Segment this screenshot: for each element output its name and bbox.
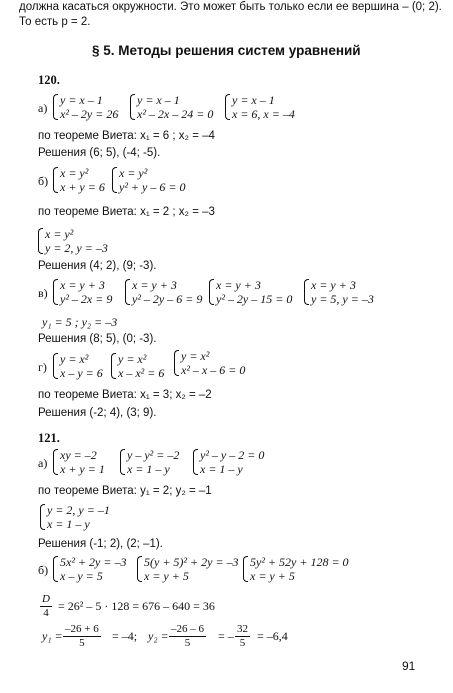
- part-b-label: б): [38, 563, 49, 577]
- part-v-label: в): [38, 286, 48, 300]
- equation: y² – 2y – 6 = 9: [132, 292, 203, 306]
- fraction-y2-b: [235, 623, 250, 650]
- y2-result: = –6,4: [257, 629, 288, 643]
- denominator: 4: [43, 607, 49, 619]
- system-120g-1: [53, 352, 103, 380]
- vieta-120g: по теореме Виета: x₁ = 3; x₂ = –2: [38, 389, 212, 401]
- system-121a-3: [193, 448, 264, 476]
- equation: 5(y + 5)² + 2y = –3: [144, 555, 239, 569]
- denominator: 5: [239, 637, 246, 649]
- system-121b-1: [53, 555, 126, 583]
- equation: y = x – 1: [60, 93, 103, 107]
- problem-121-number: 121.: [38, 431, 60, 445]
- equation: x = 6, x = –4: [232, 107, 295, 121]
- equation: y = x²: [181, 349, 210, 363]
- equation: y² + y – 6 = 0: [119, 180, 186, 194]
- numerator: D: [42, 593, 50, 605]
- equation: x = 1 – y: [200, 462, 243, 476]
- system-121a-4: [40, 503, 110, 531]
- equation: y = 5, y = –3: [311, 292, 374, 306]
- equation: y² – 2y – 15 = 0: [216, 292, 293, 306]
- equation: x = y²: [45, 227, 74, 241]
- equation: x = y + 5: [250, 569, 295, 583]
- equation: x + y = 1: [60, 462, 105, 476]
- equation: y² – 2x = 9: [60, 292, 113, 306]
- problem-120-number: 120.: [38, 73, 60, 87]
- answer-120v: Решения (8; 5), (0; -3).: [38, 333, 157, 345]
- numerator: –26 + 6: [65, 623, 99, 635]
- y1-result: = –4;: [112, 629, 138, 643]
- system-120g-2: [111, 352, 164, 380]
- equation: x² – 2x – 24 = 0: [137, 107, 214, 121]
- equation: x = y²: [60, 166, 89, 180]
- system-120v-4: [304, 278, 374, 306]
- equation: x = y + 5: [144, 569, 189, 583]
- equation: x = y²: [119, 166, 148, 180]
- discriminant-calc: = 26² – 5 · 128 = 676 – 640 = 36: [58, 599, 215, 613]
- vieta-120a: по теореме Виета: x₁ = 6 ; x₂ = –4: [38, 130, 215, 142]
- equation: x + y = 6: [60, 180, 105, 194]
- equation: x² – x – 6 = 0: [181, 363, 246, 377]
- y2-middle: = –: [218, 629, 234, 643]
- answer-120b: Решения (4; 2), (9; -3).: [38, 260, 157, 272]
- answer-121a: Решения (-1; 2), (2; –1).: [38, 538, 163, 550]
- part-a-label: а): [38, 456, 48, 470]
- system-120v-3: [209, 278, 292, 306]
- answer-120g: Решения (-2; 4), (3; 9).: [38, 407, 157, 419]
- part-b-label: б): [38, 174, 49, 188]
- equation: x = y + 3: [216, 278, 261, 292]
- vieta-120b: по теореме Виета: x₁ = 2 ; x₂ = –3: [38, 206, 215, 218]
- system-120v-2: [125, 278, 202, 306]
- equation: x² – 2y = 26: [60, 107, 119, 121]
- system-120b-3: [38, 227, 108, 255]
- fraction-d-over-4: [40, 593, 52, 620]
- equation: x = y + 3: [132, 278, 177, 292]
- equation: 5y² + 52y + 128 = 0: [250, 555, 349, 569]
- equation: x = y + 3: [311, 278, 356, 292]
- y1-lhs: y₁ =: [42, 629, 63, 643]
- numerator: 32: [237, 623, 248, 635]
- y2-lhs: y₂ =: [148, 629, 169, 643]
- system-120a-2: [130, 93, 213, 121]
- system-120v-1: [53, 278, 112, 306]
- equation: y – y² = –2: [127, 448, 180, 462]
- denominator: 5: [79, 637, 85, 649]
- equation: y² – y – 2 = 0: [200, 448, 265, 462]
- part-g-label: г): [38, 360, 47, 374]
- equation: x = y + 3: [60, 278, 105, 292]
- equation: y = 2, y = –1: [47, 503, 110, 517]
- continuation-line-2: То есть p = 2.: [19, 16, 91, 28]
- section-title: § 5. Методы решения систем уравнений: [92, 43, 361, 58]
- equation: y = x – 1: [137, 93, 180, 107]
- system-120b-1: [53, 166, 105, 194]
- equation: x – y = 6: [60, 366, 103, 380]
- equation: y = x²: [118, 352, 147, 366]
- system-121b-2: [137, 555, 239, 583]
- system-120g-3: [174, 349, 245, 377]
- denominator: 5: [184, 637, 191, 649]
- fraction-y1: [63, 623, 101, 650]
- system-121a-2: [120, 448, 179, 476]
- equation: x = 1 – y: [47, 517, 90, 531]
- equation: x – y = 5: [60, 569, 103, 583]
- numerator: –26 – 6: [171, 623, 204, 635]
- system-121b-3: [243, 555, 349, 583]
- equation: 5x² + 2y = –3: [60, 555, 127, 569]
- equation: x – x² = 6: [118, 366, 165, 380]
- equation: xy = –2: [60, 448, 97, 462]
- roots-120v: y₁ = 5 ; y₂ = –3: [42, 315, 118, 329]
- vieta-121a: по теореме Виета: y₁ = 2; y₂ = –1: [38, 485, 212, 497]
- continuation-line-1: должна касаться окружности. Это может быть только если ее вершина – (0; 2).: [19, 1, 442, 13]
- page-number: 91: [402, 659, 416, 673]
- equation: x = 1 – y: [127, 462, 170, 476]
- system-120a-3: [225, 93, 295, 121]
- answer-120a: Решения (6; 5), (-4; -5).: [38, 147, 161, 159]
- system-121a-1: [53, 448, 105, 476]
- equation: y = 2, y = –3: [45, 241, 108, 255]
- system-120a-1: [53, 93, 118, 121]
- system-120b-2: [112, 166, 185, 194]
- fraction-y2-a: [169, 623, 206, 650]
- equation: y = x – 1: [232, 93, 275, 107]
- equation: y = x²: [60, 352, 89, 366]
- part-a-label: а): [38, 101, 48, 115]
